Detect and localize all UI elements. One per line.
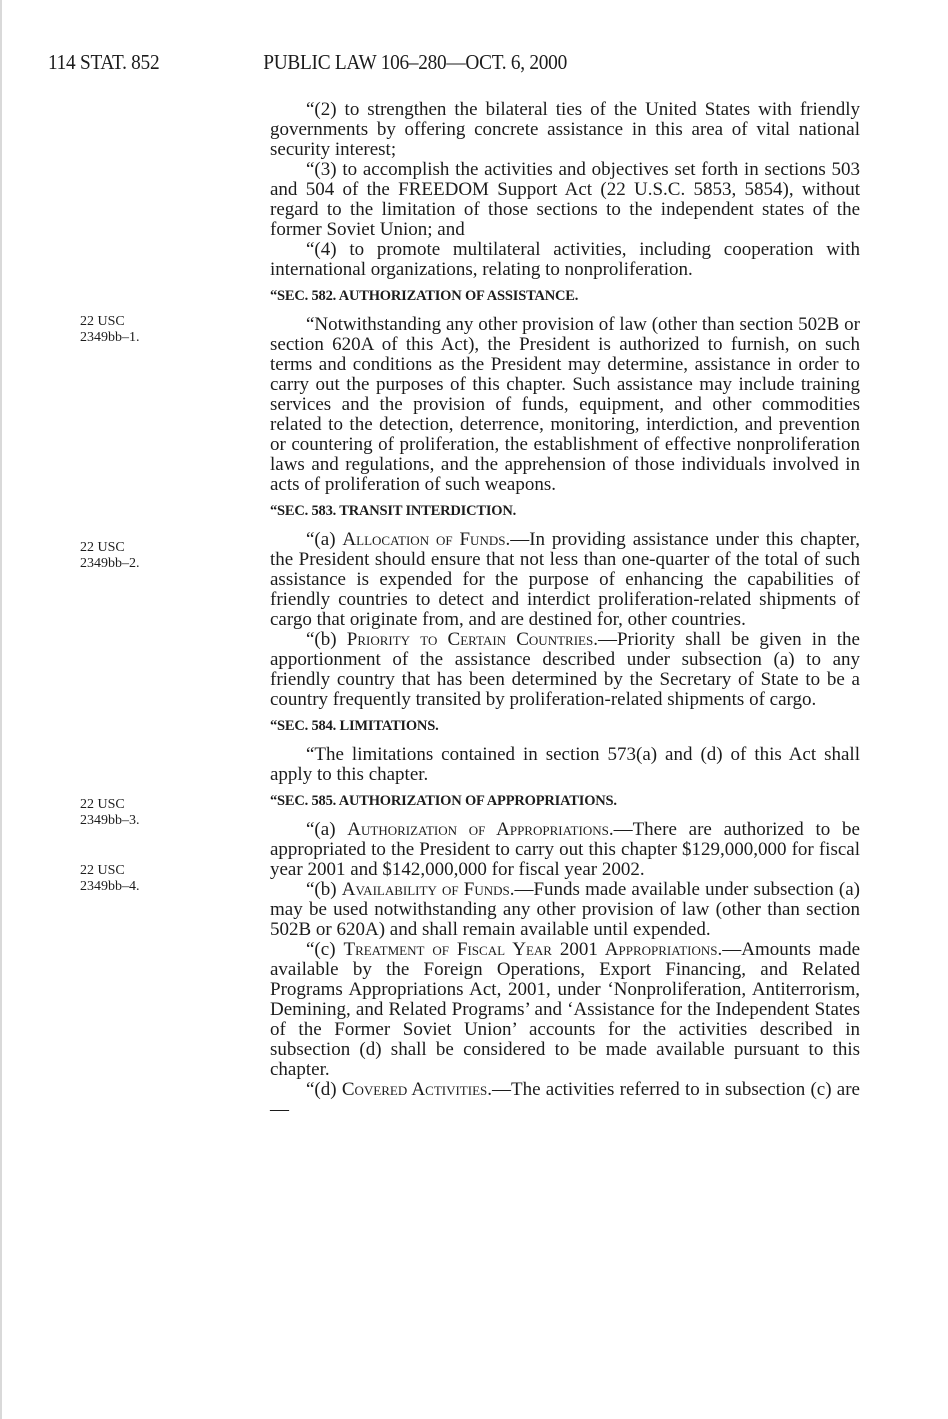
section-582: [270, 288, 860, 495]
subsection-b: “(b) Priority to Certain Countries.—Priority shall be given in the apportionment of the assistance described under subsection (a) to any friendly country that has been determined by the Secretary of State to be a country frequently transited by proliferation-related shipments of cargo.: [270, 629, 860, 710]
subsection-c: “(c) Treatment of Fiscal Year 2001 Appropriations.—Amounts made available by the Foreign Operations, Export Financing, and Related Programs Appropriations Act, 2001, under ‘Nonproliferation, Antiterrorism, Demining, and Related Programs’ and ‘Assistance for the Independent States of the Former Soviet Union’ accounts for the activities described in subsection (d) shall be considered to be made available pursuant to this chapter.: [270, 939, 861, 1080]
subsection-a: “(a) Authorization of Appropriations.—There are authorized to be appropriated to the President to carry out this chapter $129,000,000 for fiscal year 2001 and $142,000,000 for fiscal year 2002.: [270, 819, 860, 880]
section-heading: “SEC. 584. LIMITATIONS.: [270, 718, 439, 734]
law-title: PUBLIC LAW 106–280—OCT. 6, 2000: [263, 50, 567, 74]
subsection-caption: Authorization of Appropriations.: [347, 819, 614, 840]
subsection-d: “(d) Covered Activities.—The activities referred to in subsection (c) are—: [270, 1079, 860, 1120]
section-585: [270, 793, 860, 1120]
subsection-b: “(b) Availability of Funds.—Funds made available under subsection (a) may be used notwithstanding any other provision of law (other than section 502B or 620A) and shall remain available until expended.: [270, 879, 860, 940]
margin-note-584: 22 USC 2349bb–3.: [80, 797, 140, 828]
stat-reference: 114 STAT. 852: [48, 50, 160, 74]
section-heading: “SEC. 583. TRANSIT INTERDICTION.: [270, 503, 517, 519]
section-584: [270, 718, 860, 785]
section-body: “Notwithstanding any other provision of law (other than section 502B or section 620A of this Act), the President is authorized to furnish, on such terms and conditions as the President may determine, assistance in order to carry out the purposes of this chapter. Such assistance may include training services and the provision of funds, equipment, and other commodities related to the detection, deterrence, monitoring, interdiction, and prevention or countering of proliferation, the establishment of effective nonproliferation laws and regulations, and the apprehension of those individuals involved in acts of proliferation of such weapons.: [270, 314, 860, 495]
document-body: [270, 100, 860, 1120]
subsection-caption: Priority to Certain Countries.: [346, 629, 598, 650]
section-body: “The limitations contained in section 573(a) and (d) of this Act shall apply to this chapter.: [270, 744, 860, 785]
subsection-caption: Allocation of Funds.: [342, 529, 511, 550]
page-edge: [0, 0, 2, 1419]
paragraph-3: “(3) to accomplish the activities and objectives set forth in sections 503 and 504 of the FREEDOM Support Act (22 U.S.C. 5853, 5854), without regard to the limitation of those sections to the independent states of the former Soviet Union; and: [270, 159, 860, 240]
margin-note-585: 22 USC 2349bb–4.: [80, 863, 140, 894]
subsection-caption: Treatment of Fiscal Year 2001 Appropriations.: [343, 939, 723, 960]
margin-note-583: 22 USC 2349bb–2.: [80, 540, 140, 571]
subsection-caption: Availability of Funds.: [341, 879, 515, 900]
section-heading: “SEC. 585. AUTHORIZATION OF APPROPRIATIONS.: [270, 793, 617, 809]
section-583: [270, 503, 860, 710]
subsection-caption: Covered Activities.: [341, 1079, 492, 1100]
paragraph-2: “(2) to strengthen the bilateral ties of the United States with friendly governments by offering concrete assistance in this area of vital national security interest;: [270, 99, 860, 160]
paragraph-4: “(4) to promote multilateral activities, including cooperation with international organizations, relating to nonproliferation.: [270, 239, 860, 280]
subsection-a: “(a) Allocation of Funds.—In providing assistance under this chapter, the President should ensure that not less than one-quarter of the total of such assistance is expended for the purpose of enhancing the capabilities of friendly countries to detect and interdict proliferation-related shipments of cargo that originate from, and are destined for, other countries.: [270, 529, 860, 630]
margin-note-582: 22 USC 2349bb–1.: [80, 314, 140, 345]
section-heading: “SEC. 582. AUTHORIZATION OF ASSISTANCE.: [270, 288, 579, 304]
